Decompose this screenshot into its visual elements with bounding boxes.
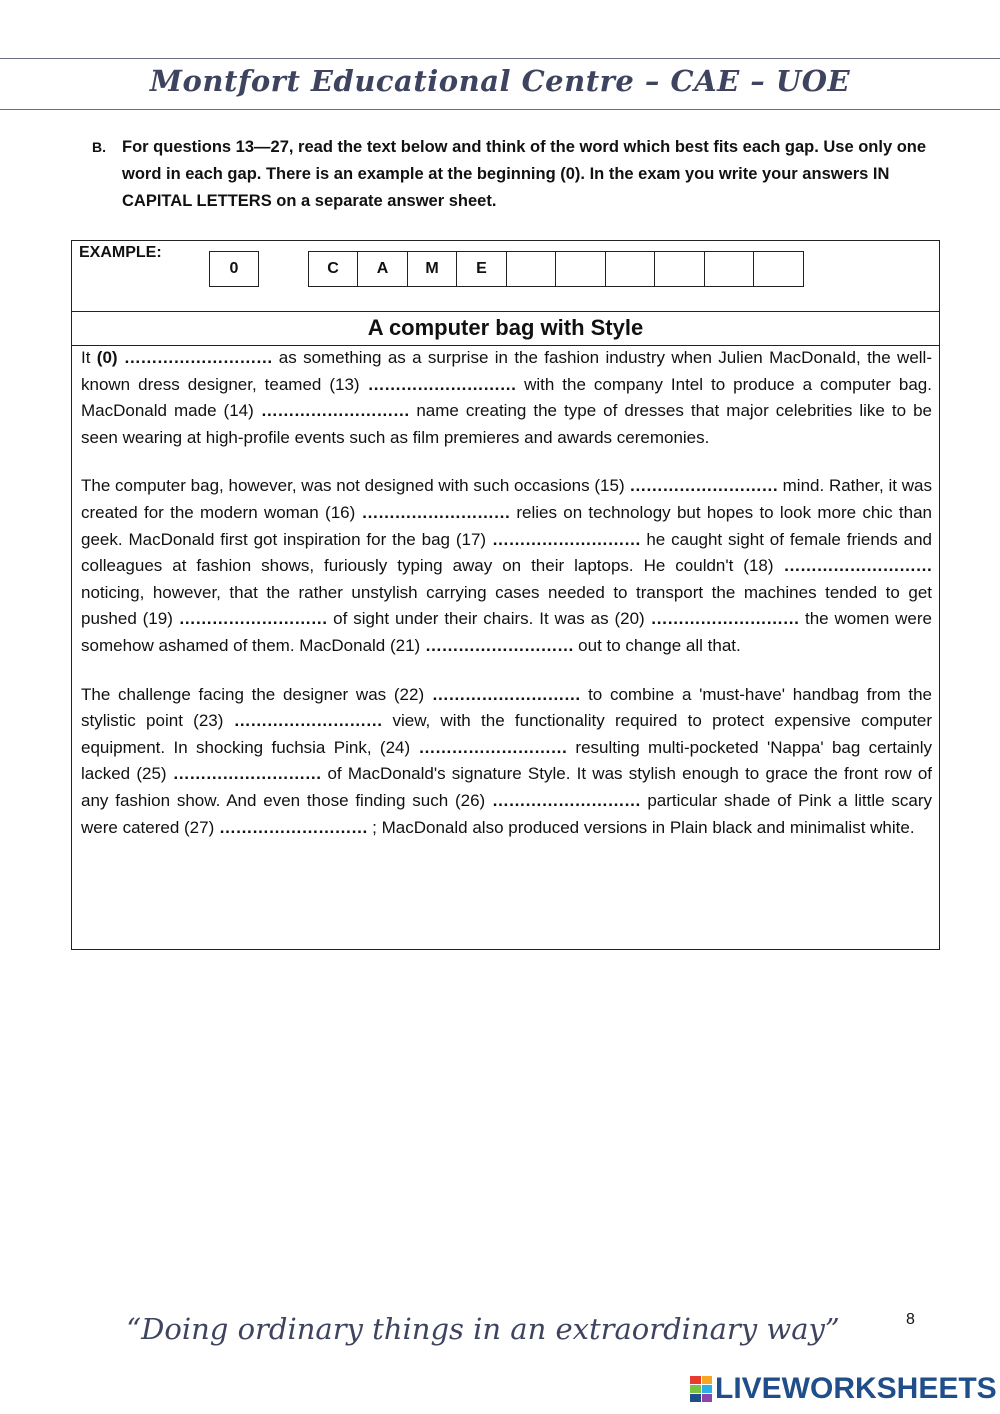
gap-26[interactable]: ………………………: [492, 790, 641, 810]
text-segment: of MacDonald's signature Style. It was stylish enough to grace the front row of any fashion show. And even those finding such (26): [81, 764, 932, 810]
page-number: 8: [906, 1311, 915, 1328]
text-segment: The computer bag, however, was not designed with such occasions (15): [81, 476, 630, 496]
example-row: [72, 241, 939, 312]
text-segment: the women were somehow ashamed of them. MacDonald (21): [81, 609, 933, 655]
text-segment: particular shade of Pink a little scary were catered (27): [81, 790, 932, 837]
instructions-text: For questions 13—27, read the text below and think of the word which best fits each gap. Use only one word in each gap. There is an example at the beginning (0). In the exam you write your answers IN CAPITAL LETTERS on a separate answer sheet.: [122, 138, 927, 210]
example-gap-number: (0): [96, 348, 118, 367]
gap-21[interactable]: ………………………: [424, 635, 574, 655]
gap-27[interactable]: ………………………: [218, 817, 368, 837]
gap-0: ………………………: [123, 348, 273, 367]
example-letter-cell: [605, 251, 655, 287]
paragraph-3: [81, 682, 932, 842]
text-segment: out to change all that.: [573, 635, 741, 655]
gap-13[interactable]: ………………………: [367, 374, 517, 394]
example-letter-cell: [555, 251, 606, 287]
gap-25[interactable]: ………………………: [172, 764, 322, 784]
example-letter-cell: M: [407, 251, 457, 287]
text-segment: ; MacDonald also produced versions in Plain black and minimalist white.: [367, 817, 915, 837]
example-label: EXAMPLE:: [79, 244, 162, 261]
paragraph-2: [81, 473, 932, 659]
footer-motto: “Doing ordinary things in an extraordinary way”: [126, 1312, 840, 1346]
gap-19[interactable]: ………………………: [178, 609, 328, 629]
passage-text: [81, 345, 932, 863]
gap-16[interactable]: ………………………: [361, 502, 511, 522]
header-top-rule: [0, 58, 1000, 59]
text-segment: he caught sight of female friends and colleagues at fashion shows, furiously typing away on their laptops. He couldn't (18): [81, 529, 933, 576]
text-segment: It: [81, 348, 97, 367]
header-bottom-rule: [0, 109, 1000, 110]
header-title: Montfort Educational Centre – CAE – UOE: [149, 64, 851, 98]
text-segment: to combine a 'must-have' handbag from the stylistic point (23): [81, 684, 932, 731]
gap-22[interactable]: ………………………: [431, 684, 581, 704]
gap-20[interactable]: ………………………: [650, 609, 800, 629]
gap-23[interactable]: ………………………: [233, 711, 383, 731]
text-segment: relies on technology but hopes to look more chic than geek. MacDonald first got inspiration for the bag (17): [81, 502, 932, 549]
text-segment: of sight under their chairs. It was as (20): [327, 609, 651, 629]
text-segment: noticing, however, that the rather unstylish carrying cases needed to transport the machines tended to get pushed (19): [81, 582, 932, 629]
gap-17[interactable]: ………………………: [491, 529, 641, 549]
example-letter-cell: [654, 251, 705, 287]
liveworksheets-logo-icon: [690, 1376, 712, 1402]
example-letter-cell: [506, 251, 556, 287]
example-letter-cell: [704, 251, 754, 287]
logo-text: LIVEWORKSHEETS: [715, 1372, 997, 1405]
liveworksheets-logo: [690, 1371, 997, 1407]
section-letter: B.: [92, 139, 106, 155]
text-segment: with the company Intel to produce a computer bag. MacDonald made (14): [81, 374, 932, 421]
text-segment: view, with the functionality required to protect expensive computer equipment. In shocking fuchsia Pink, (24): [81, 711, 932, 757]
exercise-box: [71, 240, 940, 950]
gap-24[interactable]: ………………………: [418, 737, 568, 757]
text-segment: name creating the type of dresses that major celebrities like to be seen wearing at high-profile events such as film premieres and awards ceremonies.: [81, 401, 932, 447]
gap-14[interactable]: ………………………: [260, 401, 410, 421]
example-letter-cell: E: [456, 251, 507, 287]
example-letter-cell: A: [357, 251, 408, 287]
example-letter-cell: C: [308, 251, 358, 287]
example-letter-cell: [753, 251, 804, 287]
passage-title: A computer bag with Style: [72, 311, 939, 346]
gap-15[interactable]: ………………………: [629, 476, 778, 496]
gap-18[interactable]: ………………………: [783, 556, 932, 576]
paragraph-1: [81, 345, 932, 451]
text-segment: as something as a surprise in the fashion industry when Julien MacDonaId, the well-known dress designer, teamed (13): [81, 348, 932, 394]
example-number-cell: 0: [209, 251, 259, 287]
text-segment: The challenge facing the designer was (22): [81, 684, 432, 704]
instructions: [92, 134, 932, 215]
text-segment: resulting multi-pocketed 'Nappa' bag certainly lacked (25): [81, 737, 932, 784]
text-segment: mind. Rather, it was created for the modern woman (16): [81, 476, 932, 522]
